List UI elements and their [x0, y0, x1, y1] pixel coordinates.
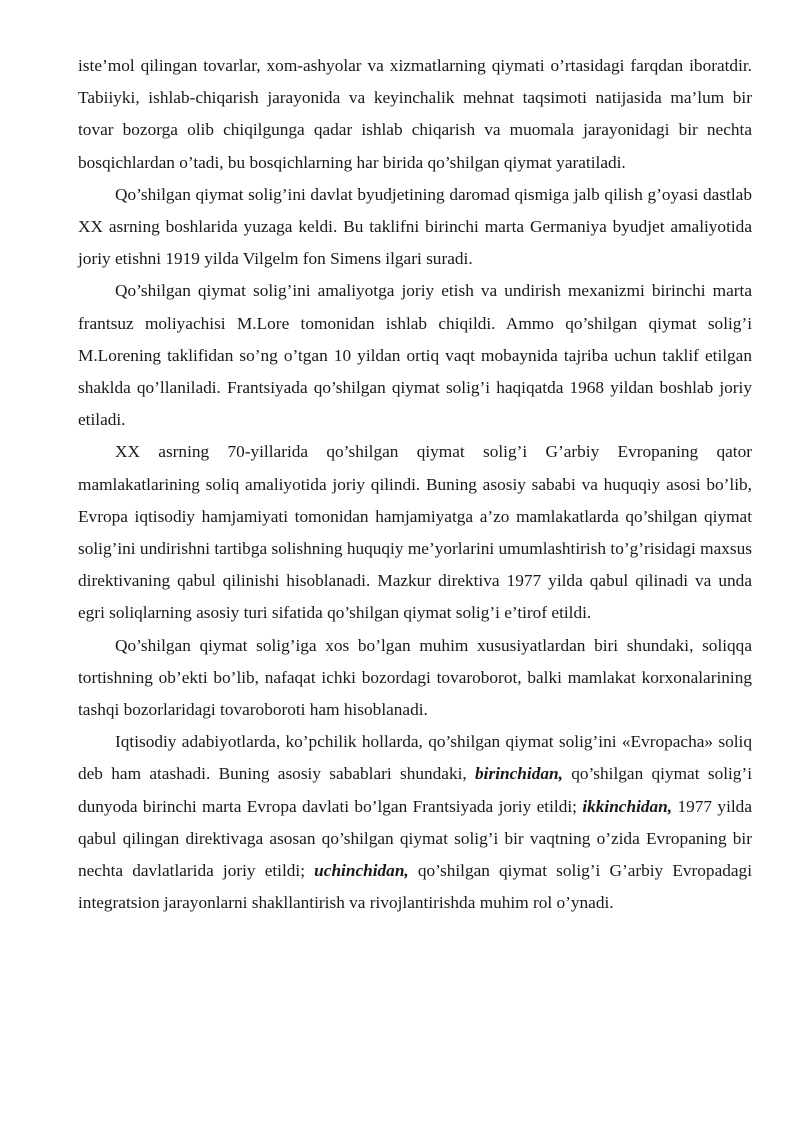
- emphasis-ikkinchidan: ikkinchidan,: [582, 796, 673, 816]
- paragraph-6-intro: Iqtisodiy adabiyotlarda, ko’pchilik hollarda, qo’shilgan qiymat solig’ini «Evropacha» soliq deb ham atashadi. Buning asosiy sabablari shundaki,: [78, 732, 752, 784]
- paragraph-6-part-3: qo’shilgan qiymat solig’i G’arbiy Evropadagi integratsion jarayonlarni shakllantirish va rivojlantirishda muhim rol o’ynadi.: [78, 861, 752, 913]
- emphasis-uchinchidan: uchinchidan,: [314, 861, 409, 881]
- paragraph-5: Qo’shilgan qiymat solig’iga xos bo’lgan muhim xususiyatlardan biri shundaki, soliqqa tortishning ob’ekti bo’lib, nafaqat ichki bozordagi tovaroborot, balki mamlakat korxonalarining tashqi bozorlaridagi tovaroboroti ham hisoblanadi.: [78, 635, 752, 720]
- paragraph-3: Qo’shilgan qiymat solig’ini amaliyotga joriy etish va undirish mexanizmi birinchi marta frantsuz moliyachisi M.Lore tomonidan ishlab chiqildi. Ammo qo’shilgan qiymat solig’i M.Lorening taklifidan so’ng o’tgan 10 yildan ortiq vaqt mobaynida tajriba uchun taklif etilgan shaklda qo’llaniladi. Frantsiyada qo’shilgan qiymat solig’i haqiqatda 1968 yildan boshlab joriy etiladi.: [78, 281, 752, 430]
- paragraph-6-part-1: qo’shilgan qiymat solig’i dunyoda birinchi marta Evropa davlati bo’lgan Frantsiyada joriy etildi;: [78, 764, 753, 816]
- emphasis-birinchidan: birinchidan,: [475, 764, 563, 784]
- paragraph-1: iste’mol qilingan tovarlar, xom-ashyolar va xizmatlarning qiymati o’rtasidagi farqdan iboratdir. Tabiiyki, ishlab-chiqarish jarayonida va keyinchalik mehnat taqsimoti natijasida ma’lum bir tovar bozorga olib chiqilgunga qadar ishlab chiqarish va muomala jarayonidagi bir nechta bosqichlardan o’tadi, bu bosqichlarning har birida qo’shilgan qiymat yaratiladi.: [78, 56, 752, 172]
- document-page: [78, 50, 752, 919]
- paragraph-6-part-2: 1977 yilda qabul qilingan direktivaga asosan qo’shilgan qiymat solig’i bir vaqtning o’zida Evropaning bir nechta davlatlarida joriy etildi;: [78, 796, 752, 881]
- paragraph-4: XX asrning 70-yillarida qo’shilgan qiymat solig’i G’arbiy Evropaning qator mamlakatlarining soliq amaliyotida joriy qilindi. Buning asosiy sababi va huquqiy asosi bo’lib, Evropa iqtisodiy hamjamiyati tomonidan hamjamiyatga a’zo mamlakatlarda qo’shilgan qiymat solig’ini undirishni tartibga solishning huquqiy me’yorlarini umumlashtirish to’g’risidagi maxsus direktivaning qabul qilinishi hisoblanadi. Mazkur direktiva 1977 yilda qabul qilinadi va unda egri soliqlarning asosiy turi sifatida qo’shilgan qiymat solig’i e’tirof etildi.: [78, 442, 752, 623]
- paragraph-2: Qo’shilgan qiymat solig’ini davlat byudjetining daromad qismiga jalb qilish g’oyasi dastlab XX asrning boshlarida yuzaga keldi. Bu taklifni birinchi marta Germaniya byudjet amaliyotida joriy etishni 1919 yilda Vilgelm fon Simens ilgari suradi.: [78, 184, 752, 269]
- paragraph-6: [78, 726, 752, 919]
